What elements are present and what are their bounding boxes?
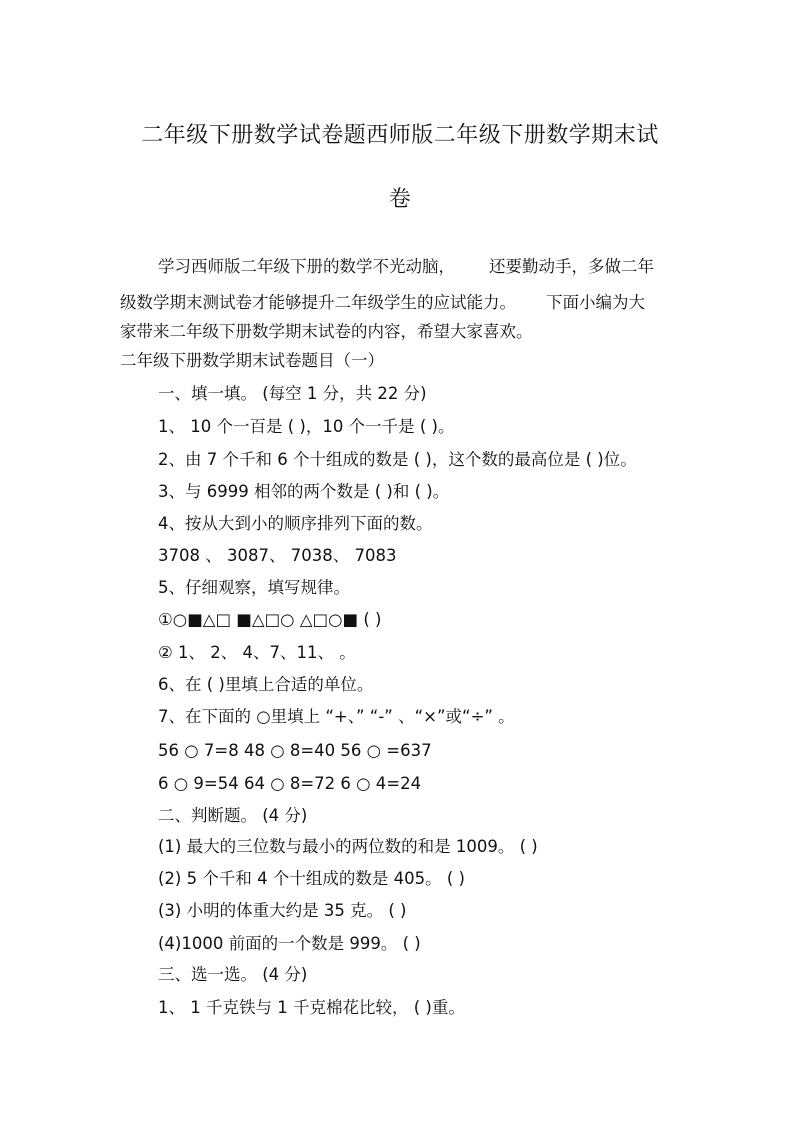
question-item: 4、按从大到小的顺序排列下面的数。: [158, 514, 433, 533]
intro-text: 下面小编为大: [546, 293, 645, 312]
judgement-item: (2) 5 个千和 4 个十组成的数是 405。 ( ): [158, 869, 465, 888]
number-pattern: ② 1、 2、 4、7、11、 。: [158, 643, 356, 662]
intro-paragraph-line-2: [120, 292, 645, 314]
section-3-heading: 三、选一选。 (4 分): [158, 965, 308, 984]
intro-text: 还要勤动手，多做二年: [489, 257, 654, 276]
intro-text: 级数学期末测试卷才能够提升二年级学生的应试能力。: [120, 293, 516, 312]
question-item: 5、仔细观察，填写规律。: [158, 578, 350, 597]
judgement-item: (4)1000 前面的一个数是 999。 ( ): [158, 934, 421, 953]
questions-heading: 二年级下册数学期末试卷题目（一）: [120, 351, 384, 370]
intro-paragraph-line-3: 家带来二年级下册数学期末试卷的内容，希望大家喜欢。: [120, 322, 533, 341]
number-list: 3708 、 3087、 7038、 7083: [158, 546, 397, 565]
equation-row: 6 ○ 9=54 64 ○ 8=72 6 ○ 4=24: [158, 774, 422, 793]
question-item: 3、与 6999 相邻的两个数是 ( )和 ( )。: [158, 482, 450, 501]
question-item: 2、由 7 个千和 6 个十组成的数是 ( )，这个数的最高位是 ( )位。: [158, 450, 637, 469]
question-item: 6、在 ( )里填上合适的单位。: [158, 675, 374, 694]
judgement-item: (1) 最大的三位数与最小的两位数的和是 1009。 ( ): [158, 837, 538, 856]
choice-item: 1、 1 千克铁与 1 千克棉花比较， ( )重。: [158, 998, 465, 1017]
question-item: 1、 10 个一百是 ( )，10 个一千是 ( )。: [158, 417, 455, 436]
intro-paragraph-line-1: [158, 256, 654, 278]
section-1-heading: 一、填一填。 (每空 1 分，共 22 分): [158, 384, 427, 403]
intro-text: 学习西师版二年级下册的数学不光动脑，: [158, 257, 455, 276]
document-title-line-2: 卷: [388, 187, 412, 212]
judgement-item: (3) 小明的体重大约是 35 克。 ( ): [158, 901, 407, 920]
shape-pattern: ①○■△□ ■△□○ △□○■ ( ): [158, 610, 382, 629]
question-item: 7、在下面的 ○里填上 “+、” “-” 、“×”或“÷” 。: [158, 707, 515, 726]
equation-row: 56 ○ 7=8 48 ○ 8=40 56 ○ =637: [158, 741, 432, 760]
document-title-line-1: 二年级下册数学试卷题西师版二年级下册数学期末试: [141, 123, 659, 148]
section-2-heading: 二、判断题。 (4 分): [158, 806, 308, 825]
